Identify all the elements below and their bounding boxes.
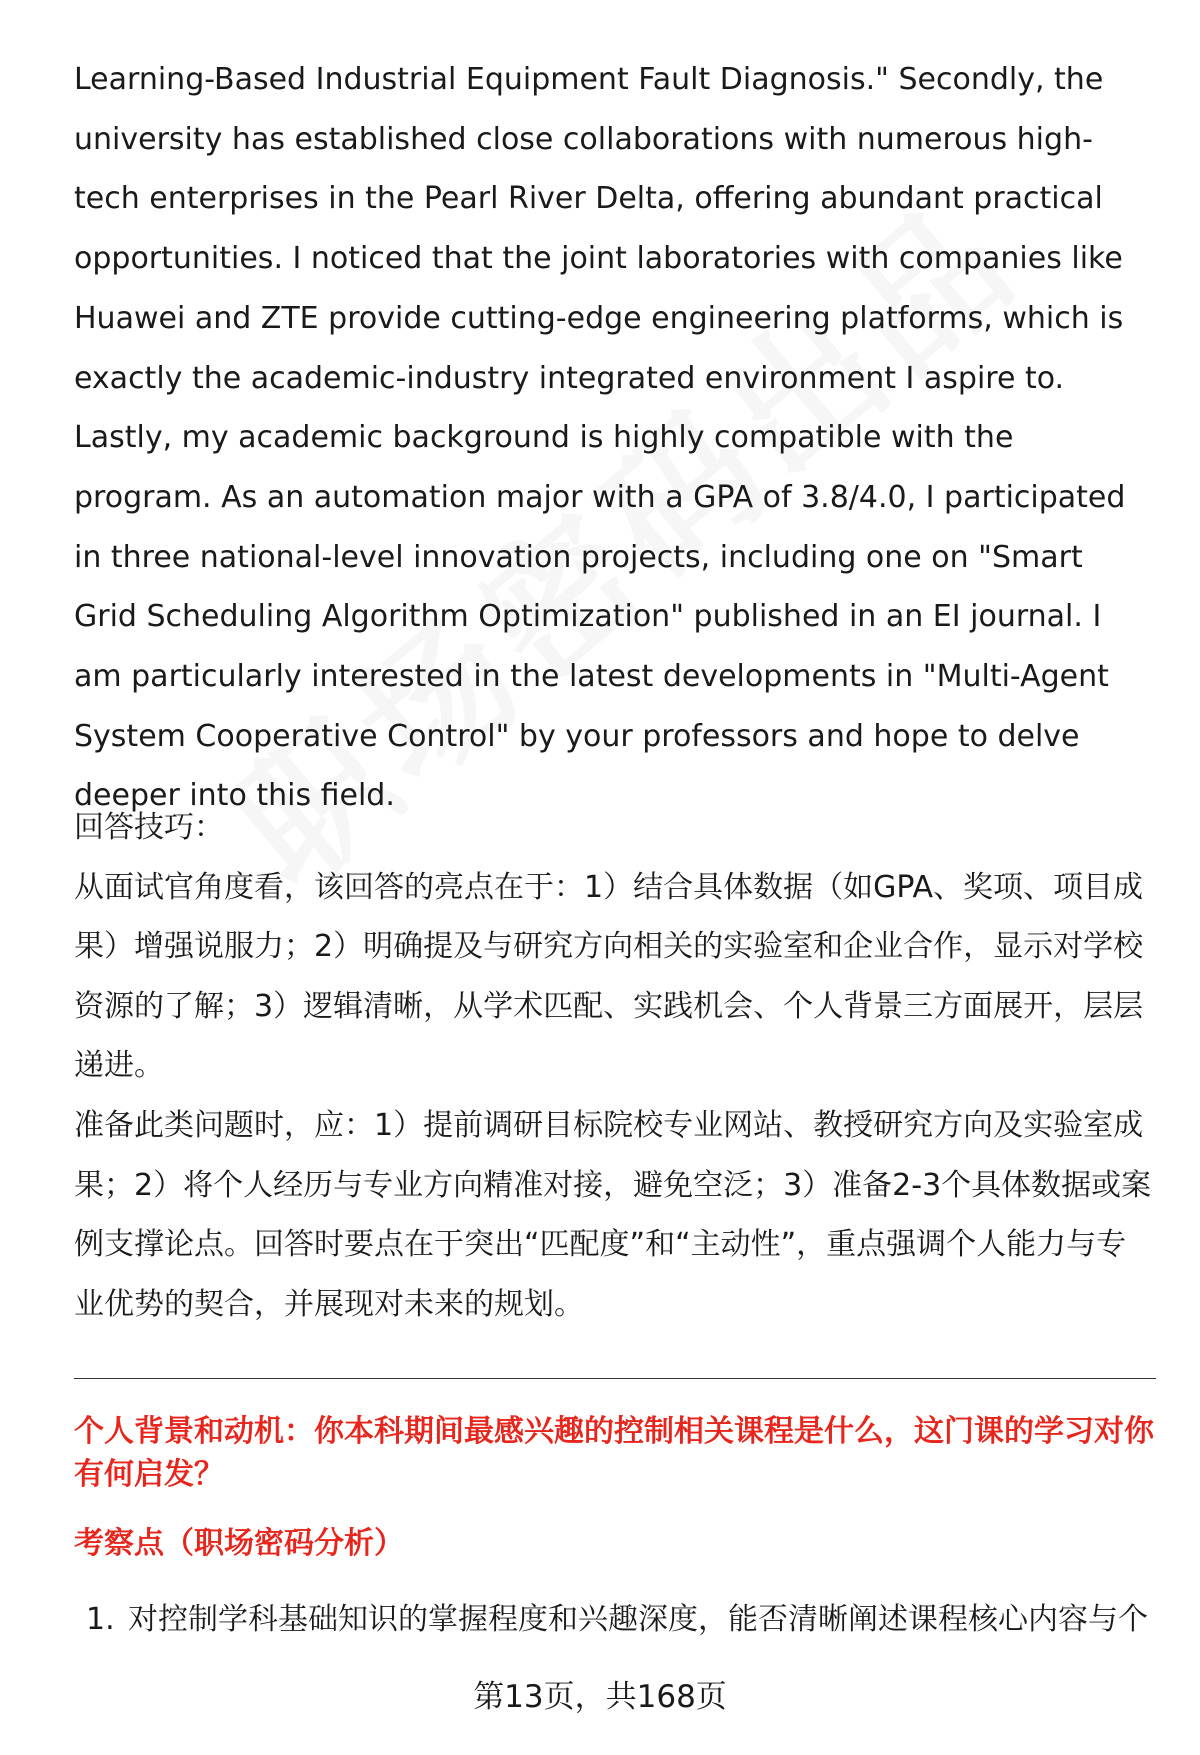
tips-preparation: 准备此类问题时，应：1）提前调研目标院校专业网站、教授研究方向及实验室成果；2）将个人经历与专业方向精准对接，避免空泛；3）准备2-3个具体数据或案例支撑论点。回答时要点在于突出“匹配度”和“主动性”，重点强调个人能力与专业优势的契合，并展现对未来的规划。 xyxy=(74,1107,1152,1322)
tips-heading: 回答技巧： xyxy=(74,810,224,845)
focus-point-item xyxy=(86,1600,1166,1640)
page-number: 第13页，共168页 xyxy=(473,1679,727,1715)
question-title: 个人背景和动机：你本科期间最感兴趣的控制相关课程是什么，这门课的学习对你有何启发？ xyxy=(74,1414,1154,1492)
answer-paragraph: Learning-Based Industrial Equipment Fault Diagnosis." Secondly, the university has established close collaborations with numerous high-tech enterprises in the Pearl River Delta, offering abundant practical opportunities. I noticed that the joint laboratories with companies like Huawei and ZTE provide cutting-edge engineering platforms, which is exactly the academic-industry integrated environment I aspire to. Lastly, my academic background is highly compatible with the program. As an automation major with a GPA of 3.8/4.0, I participated in three national-level innovation projects, including one on "Smart Grid Scheduling Algorithm Optimization" published in an EI journal. I am particularly interested in the latest developments in "Multi-Agent System Cooperative Control" by your professors and hope to delve deeper into this field. xyxy=(74,62,1126,814)
answer-tips-section xyxy=(74,798,1154,1334)
focus-point-number: 1. xyxy=(86,1602,115,1637)
section-divider xyxy=(74,1378,1156,1379)
tips-analysis: 从面试官角度看，该回答的亮点在于：1）结合具体数据（如GPA、奖项、项目成果）增强说服力；2）明确提及与研究方向相关的实验室和企业合作，显示对学校资源的了解；3）逻辑清晰，从学术匹配、实践机会、个人背景三方面展开，层层递进。 xyxy=(74,869,1144,1084)
focus-points-heading: 考察点（职场密码分析） xyxy=(74,1526,404,1561)
focus-point-text: 对控制学科基础知识的掌握程度和兴趣深度，能否清晰阐述课程核心内容与个 xyxy=(128,1602,1148,1637)
